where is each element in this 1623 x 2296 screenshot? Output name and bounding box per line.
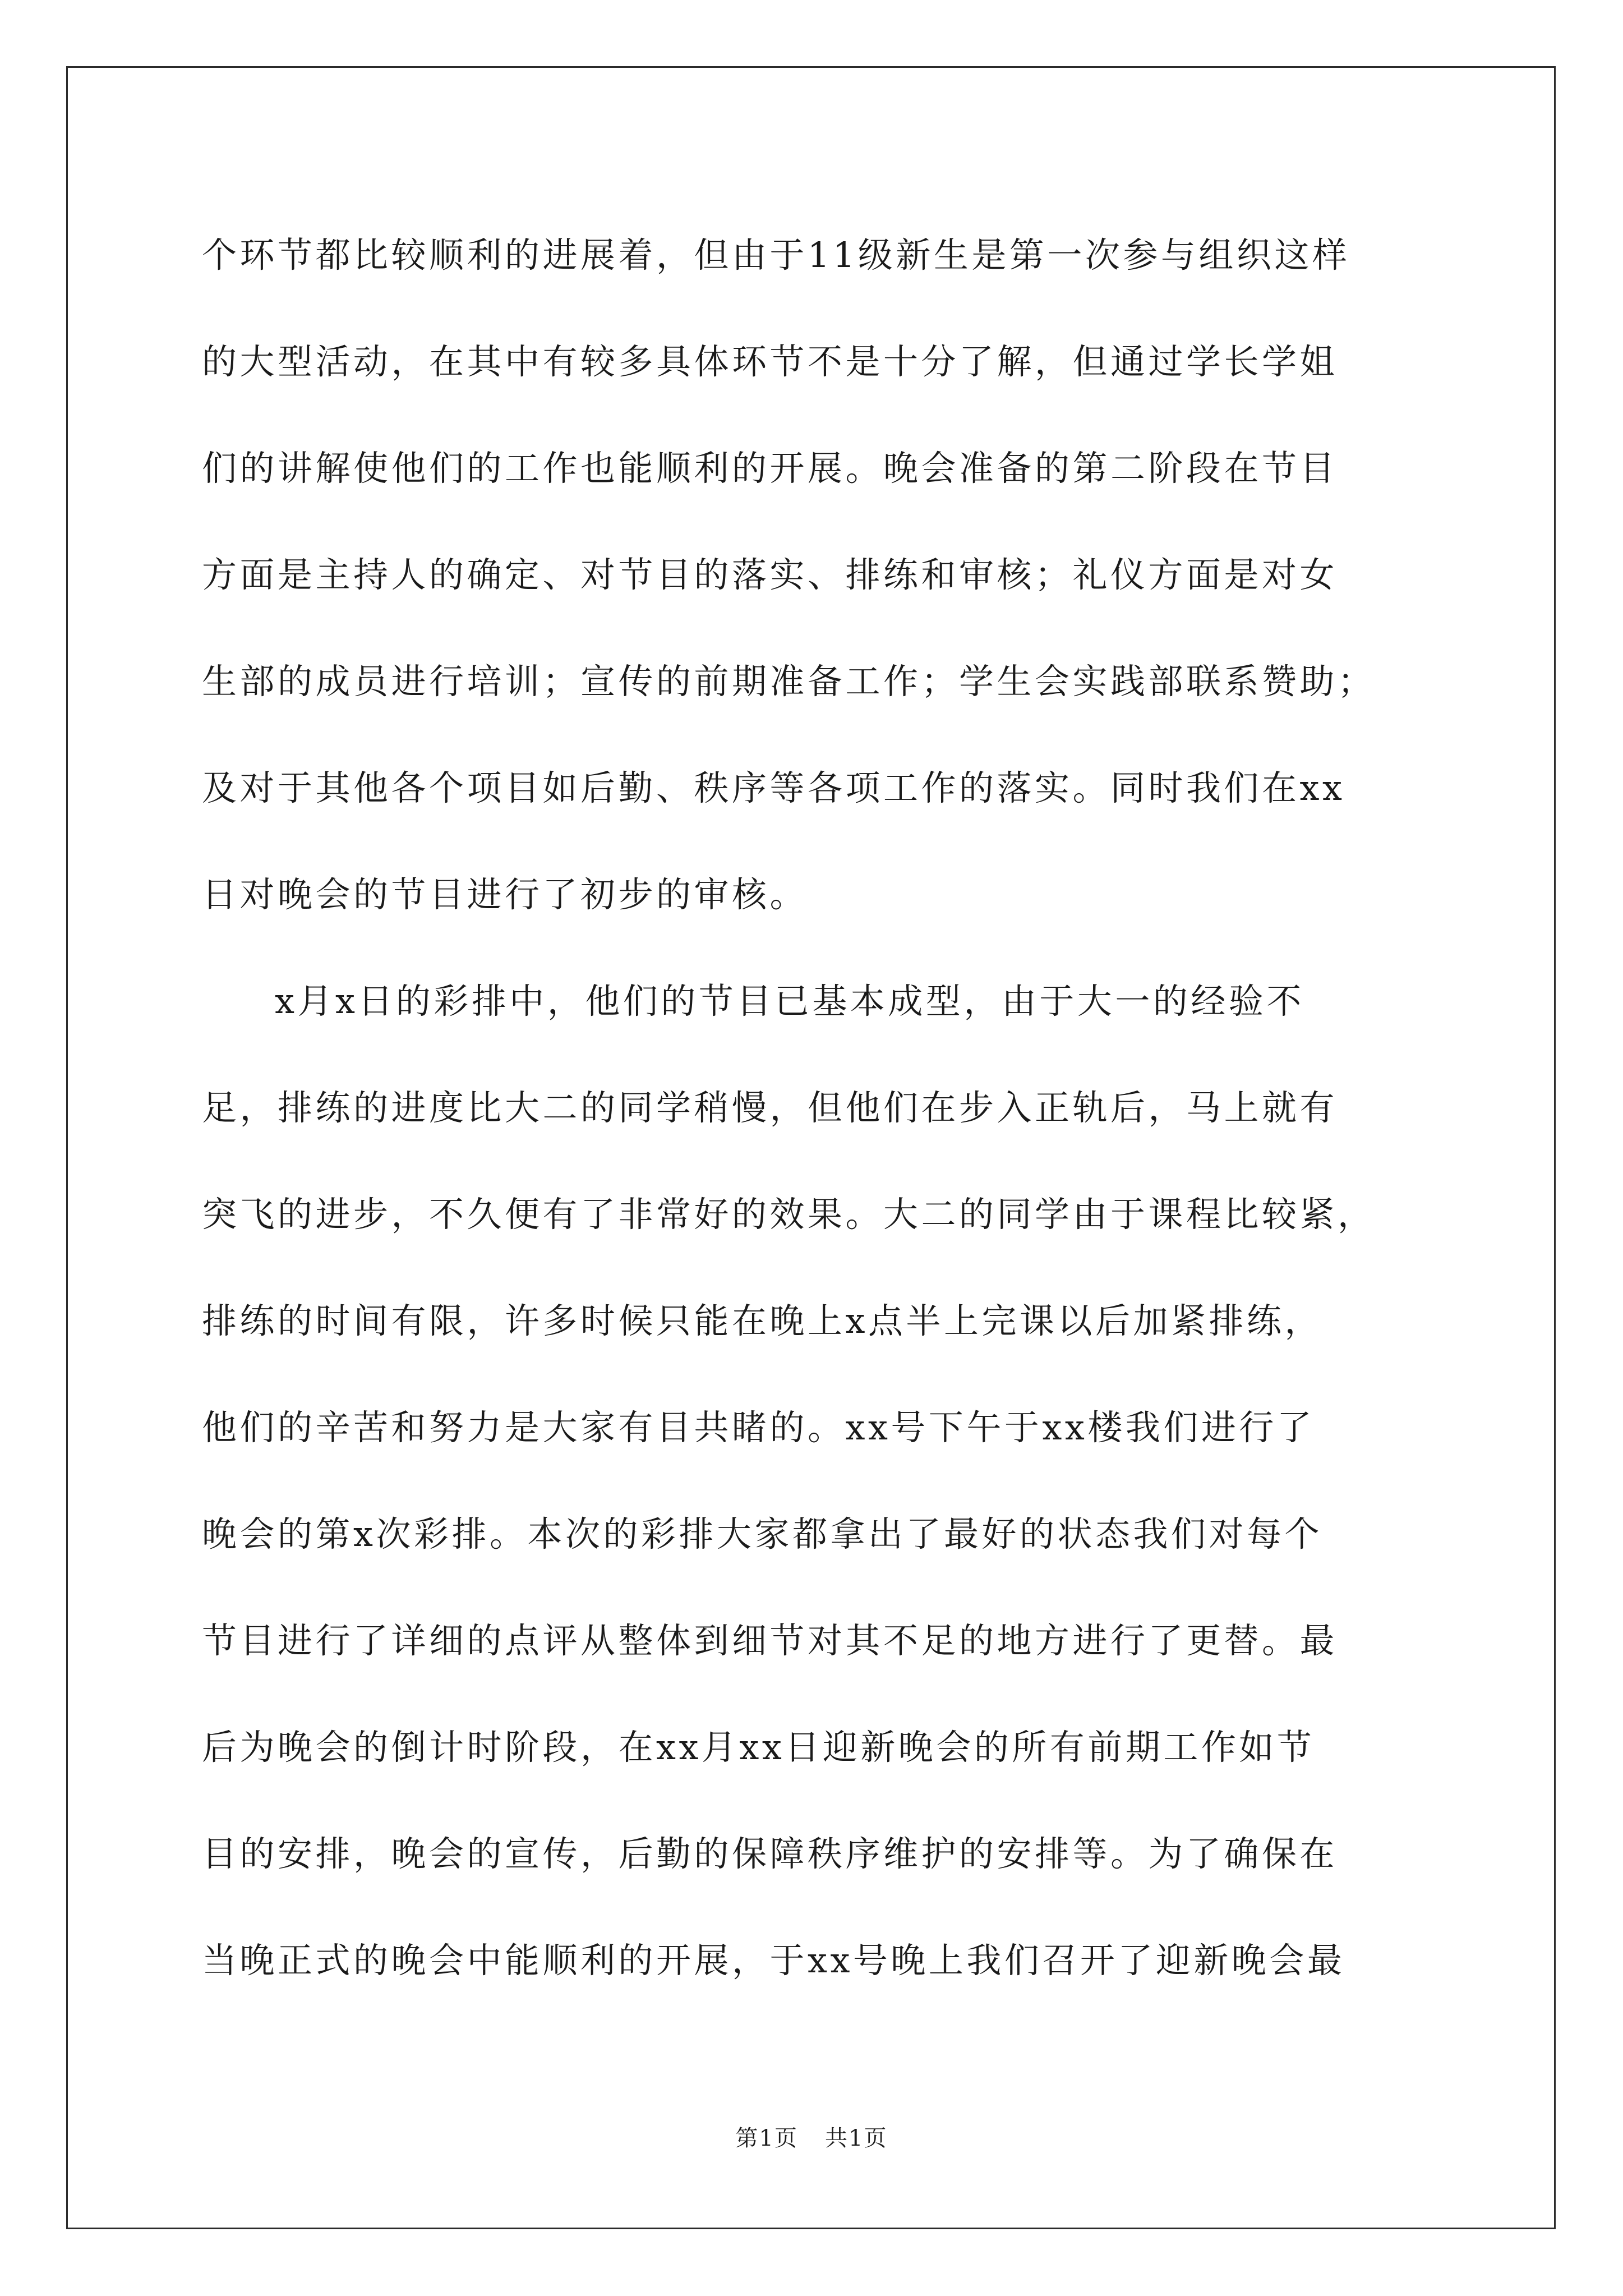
page-number: 第1页 bbox=[735, 2125, 798, 2151]
page-total: 共1页 bbox=[825, 2125, 888, 2151]
page-footer bbox=[0, 2120, 1623, 2152]
text-line: 足，排练的进度比大二的同学稍慢，但他们在步入正轨后，马上就有 bbox=[202, 1087, 1338, 1128]
paragraph-start-line: x月x日的彩排中，他们的节目已基本成型，由于大一的经验不 bbox=[275, 981, 1304, 1022]
text-line: 的大型活动，在其中有较多具体环节不是十分了解，但通过学长学姐 bbox=[202, 341, 1338, 382]
text-line: 当晚正式的晚会中能顺利的开展，于xx号晚上我们召开了迎新晚会最 bbox=[202, 1940, 1345, 1981]
text-line: 及对于其他各个项目如后勤、秩序等各项工作的落实。同时我们在xx bbox=[202, 767, 1345, 808]
text-line: 日对晚会的节目进行了初步的审核。 bbox=[202, 874, 808, 915]
text-line: 他们的辛苦和努力是大家有目共睹的。xx号下午于xx楼我们进行了 bbox=[202, 1407, 1315, 1448]
text-line: 个环节都比较顺利的进展着，但由于11级新生是第一次参与组织这样 bbox=[202, 234, 1350, 275]
text-line: 晚会的第x次彩排。本次的彩排大家都拿出了最好的状态我们对每个 bbox=[202, 1513, 1322, 1554]
text-line: 方面是主持人的确定、对节目的落实、排练和审核；礼仪方面是对女 bbox=[202, 554, 1338, 595]
text-line: 后为晚会的倒计时阶段，在xx月xx日迎新晚会的所有前期工作如节 bbox=[202, 1727, 1315, 1768]
text-line: 突飞的进步，不久便有了非常好的效果。大二的同学由于课程比较紧， bbox=[202, 1194, 1376, 1235]
text-line: 生部的成员进行培训；宣传的前期准备工作；学生会实践部联系赞助； bbox=[202, 661, 1376, 702]
text-line: 们的讲解使他们的工作也能顺利的开展。晚会准备的第二阶段在节目 bbox=[202, 448, 1338, 489]
text-line: 排练的时间有限，许多时候只能在晚上x点半上完课以后加紧排练， bbox=[202, 1300, 1322, 1341]
text-line: 节目进行了详细的点评从整体到细节对其不足的地方进行了更替。最 bbox=[202, 1620, 1338, 1661]
text-line: 目的安排，晚会的宣传，后勤的保障秩序维护的安排等。为了确保在 bbox=[202, 1833, 1338, 1874]
document-body bbox=[202, 210, 1436, 2022]
